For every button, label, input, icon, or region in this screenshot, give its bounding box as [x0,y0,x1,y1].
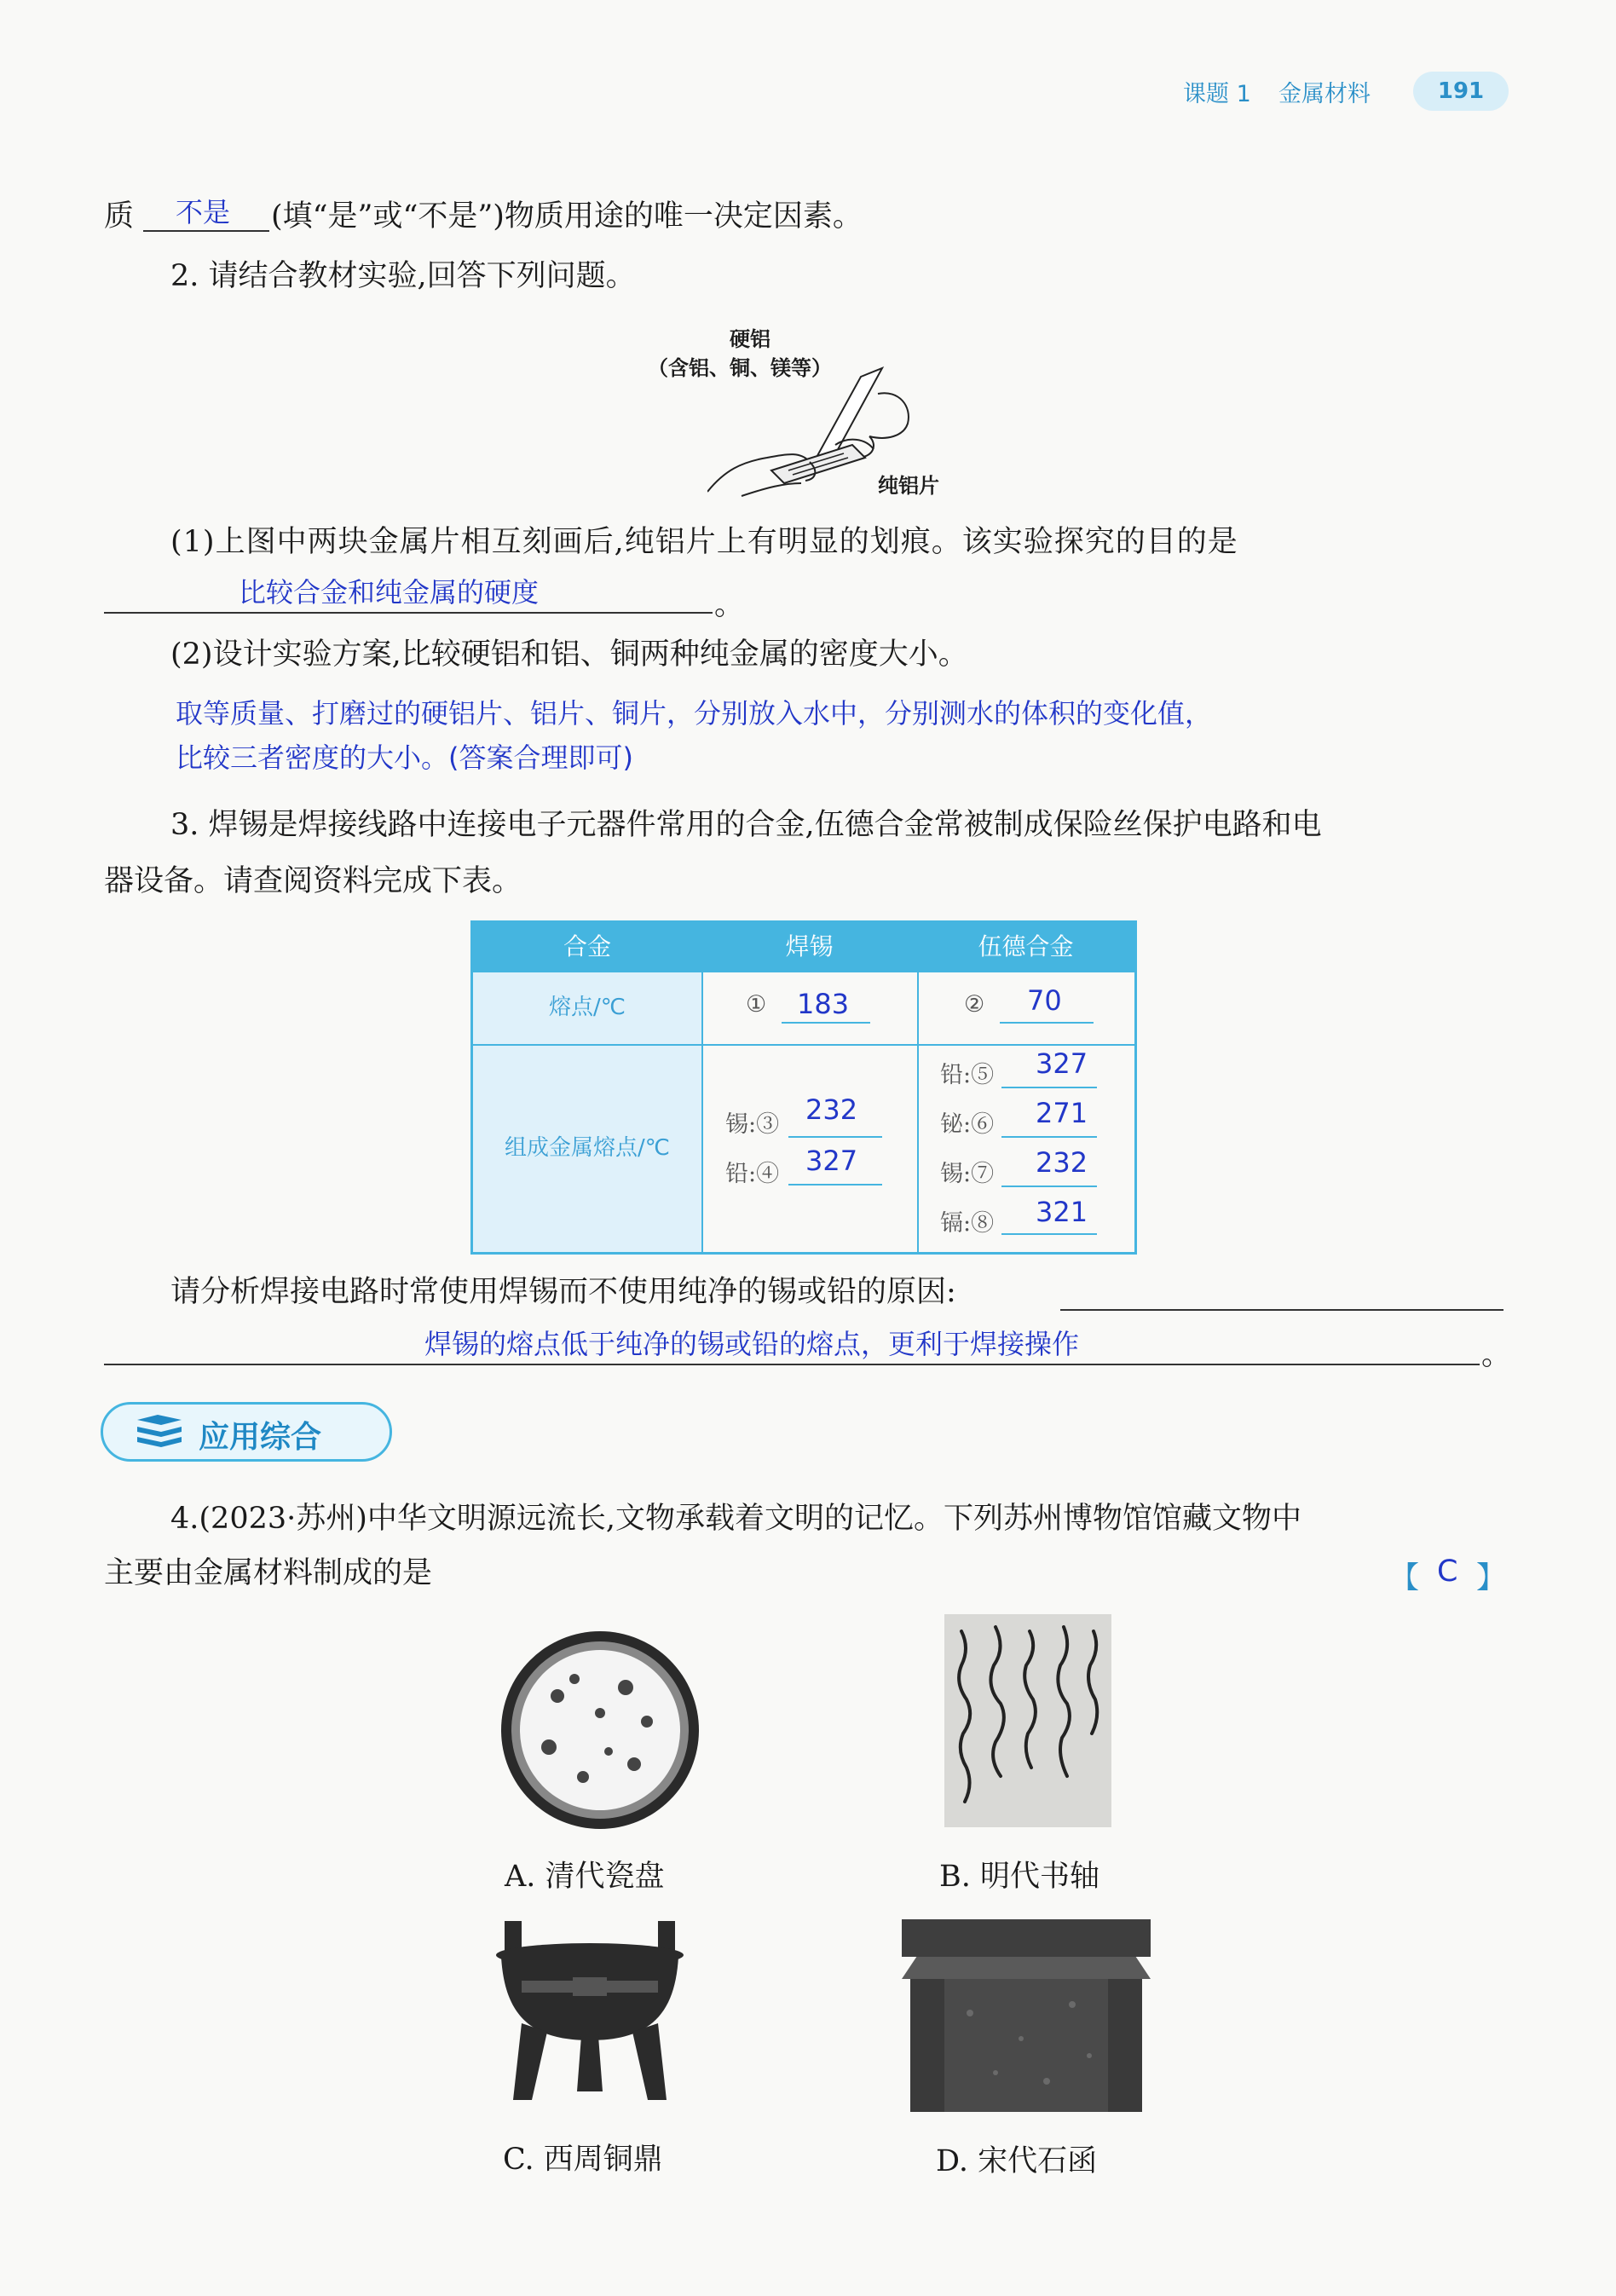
answer-blank [143,230,269,232]
wood-part-4-value: 321 [1036,1196,1088,1228]
line-prefix: 质 [104,199,135,234]
books-icon [132,1415,187,1452]
line-suffix: (填“是”或“不是”)物质用途的唯一决定因素。 [271,199,863,234]
question-4-answer: C [1437,1555,1458,1589]
wood-part-3-value: 232 [1036,1146,1088,1179]
question-2-part-1: (1)上图中两块金属片相互刻画后,纯铝片上有明显的划痕。该实验探究的目的是 [170,525,1238,559]
part-1-answer-blank [104,612,713,614]
porcelain-plate-icon [498,1628,702,1832]
option-b-caption: B. 明代书轴 [939,1860,1099,1894]
stone-box-icon [902,1919,1151,2112]
option-c-caption: C. 西周铜鼎 [503,2143,663,2177]
question-3-reason-prompt: 请分析焊接电路时常使用焊锡而不使用纯净的锡或铅的原因: [170,1275,956,1309]
answer-text: 不是 [176,196,231,228]
wood-part-1-metal: 铅:⑤ [940,1062,995,1088]
wood-melting-point: 70 [1027,984,1062,1017]
question-3-stem-line-1: 3. 焊锡是焊接线路中连接电子元器件常用的合金,伍德合金常被制成保险丝保护电路和电 [170,808,1322,842]
section-label: 应用综合 [199,1420,322,1455]
calligraphy-scroll-icon [944,1614,1111,1827]
part-1-end: 。 [714,588,745,622]
alloy-melting-point-table [470,920,1137,1255]
option-d-caption: D. 宋代石函 [936,2144,1098,2178]
question-3-stem-line-2: 器设备。请查阅资料完成下表。 [104,864,522,898]
wood-mp-mark: ② [964,991,985,1018]
table-header-wood-alloy: 伍德合金 [917,923,1134,971]
solder-part-2-value: 327 [805,1145,858,1177]
figure-label-composition: （含铝、铜、镁等） [648,356,832,380]
solder-mp-mark: ① [746,991,767,1018]
table-header-alloy: 合金 [473,923,701,971]
figure-label-pure-aluminum: 纯铝片 [878,474,939,498]
question-2-part-2: (2)设计实验方案,比较硬铝和铝、铜两种纯金属的密度大小。 [170,637,968,672]
solder-part-2-metal: 铅:④ [725,1161,780,1187]
bronze-ding-icon [488,1912,692,2109]
table-row-melting-point-label: 熔点/℃ [473,971,701,1044]
reason-end: 。 [1481,1338,1512,1372]
header-section-label: 课题 1 [1183,81,1251,107]
header-title: 金属材料 [1278,81,1371,107]
answer-bracket-close: 】 [1476,1561,1507,1595]
table-row-component-label: 组成金属熔点/℃ [473,1044,701,1252]
solder-part-1-value: 232 [805,1093,858,1126]
table-header-solder: 焊锡 [701,923,917,971]
wood-part-4-metal: 镉:⑧ [940,1210,995,1237]
wood-part-1-value: 327 [1036,1047,1088,1080]
answer-bracket-open: 【 [1389,1561,1420,1595]
reason-answer: 焊锡的熔点低于纯净的锡或铅的熔点，更利于焊接操作 [424,1328,1080,1360]
solder-melting-point: 183 [797,988,850,1020]
section-badge-application [101,1402,392,1462]
question-2-stem: 2. 请结合教材实验,回答下列问题。 [170,259,636,293]
question-4-stem-line-1: 4.(2023·苏州)中华文明源远流长,文物承载着文明的记忆。下列苏州博物馆馆藏文物中 [170,1502,1302,1536]
part-2-answer-line-2: 比较三者密度的大小。(答案合理即可) [176,741,633,774]
figure-label-hard-aluminum: 硬铝 [730,327,770,351]
solder-part-1-metal: 锡:③ [725,1111,780,1138]
wood-part-3-metal: 锡:⑦ [940,1161,995,1187]
scratch-experiment-figure [648,317,955,513]
question-4-stem-line-2: 主要由金属材料制成的是 [104,1556,433,1590]
page-number: 191 [1413,72,1509,111]
wood-part-2-metal: 铋:⑥ [940,1111,995,1138]
option-a-caption: A. 清代瓷盘 [505,1860,665,1894]
part-1-answer: 比较合金和纯金属的硬度 [239,576,540,609]
reason-answer-blank [104,1364,1480,1365]
part-2-answer-line-1: 取等质量、打磨过的硬铝片、铝片、铜片，分别放入水中，分别测水的体积的变化值， [176,697,1213,730]
wood-part-2-value: 271 [1036,1097,1088,1129]
